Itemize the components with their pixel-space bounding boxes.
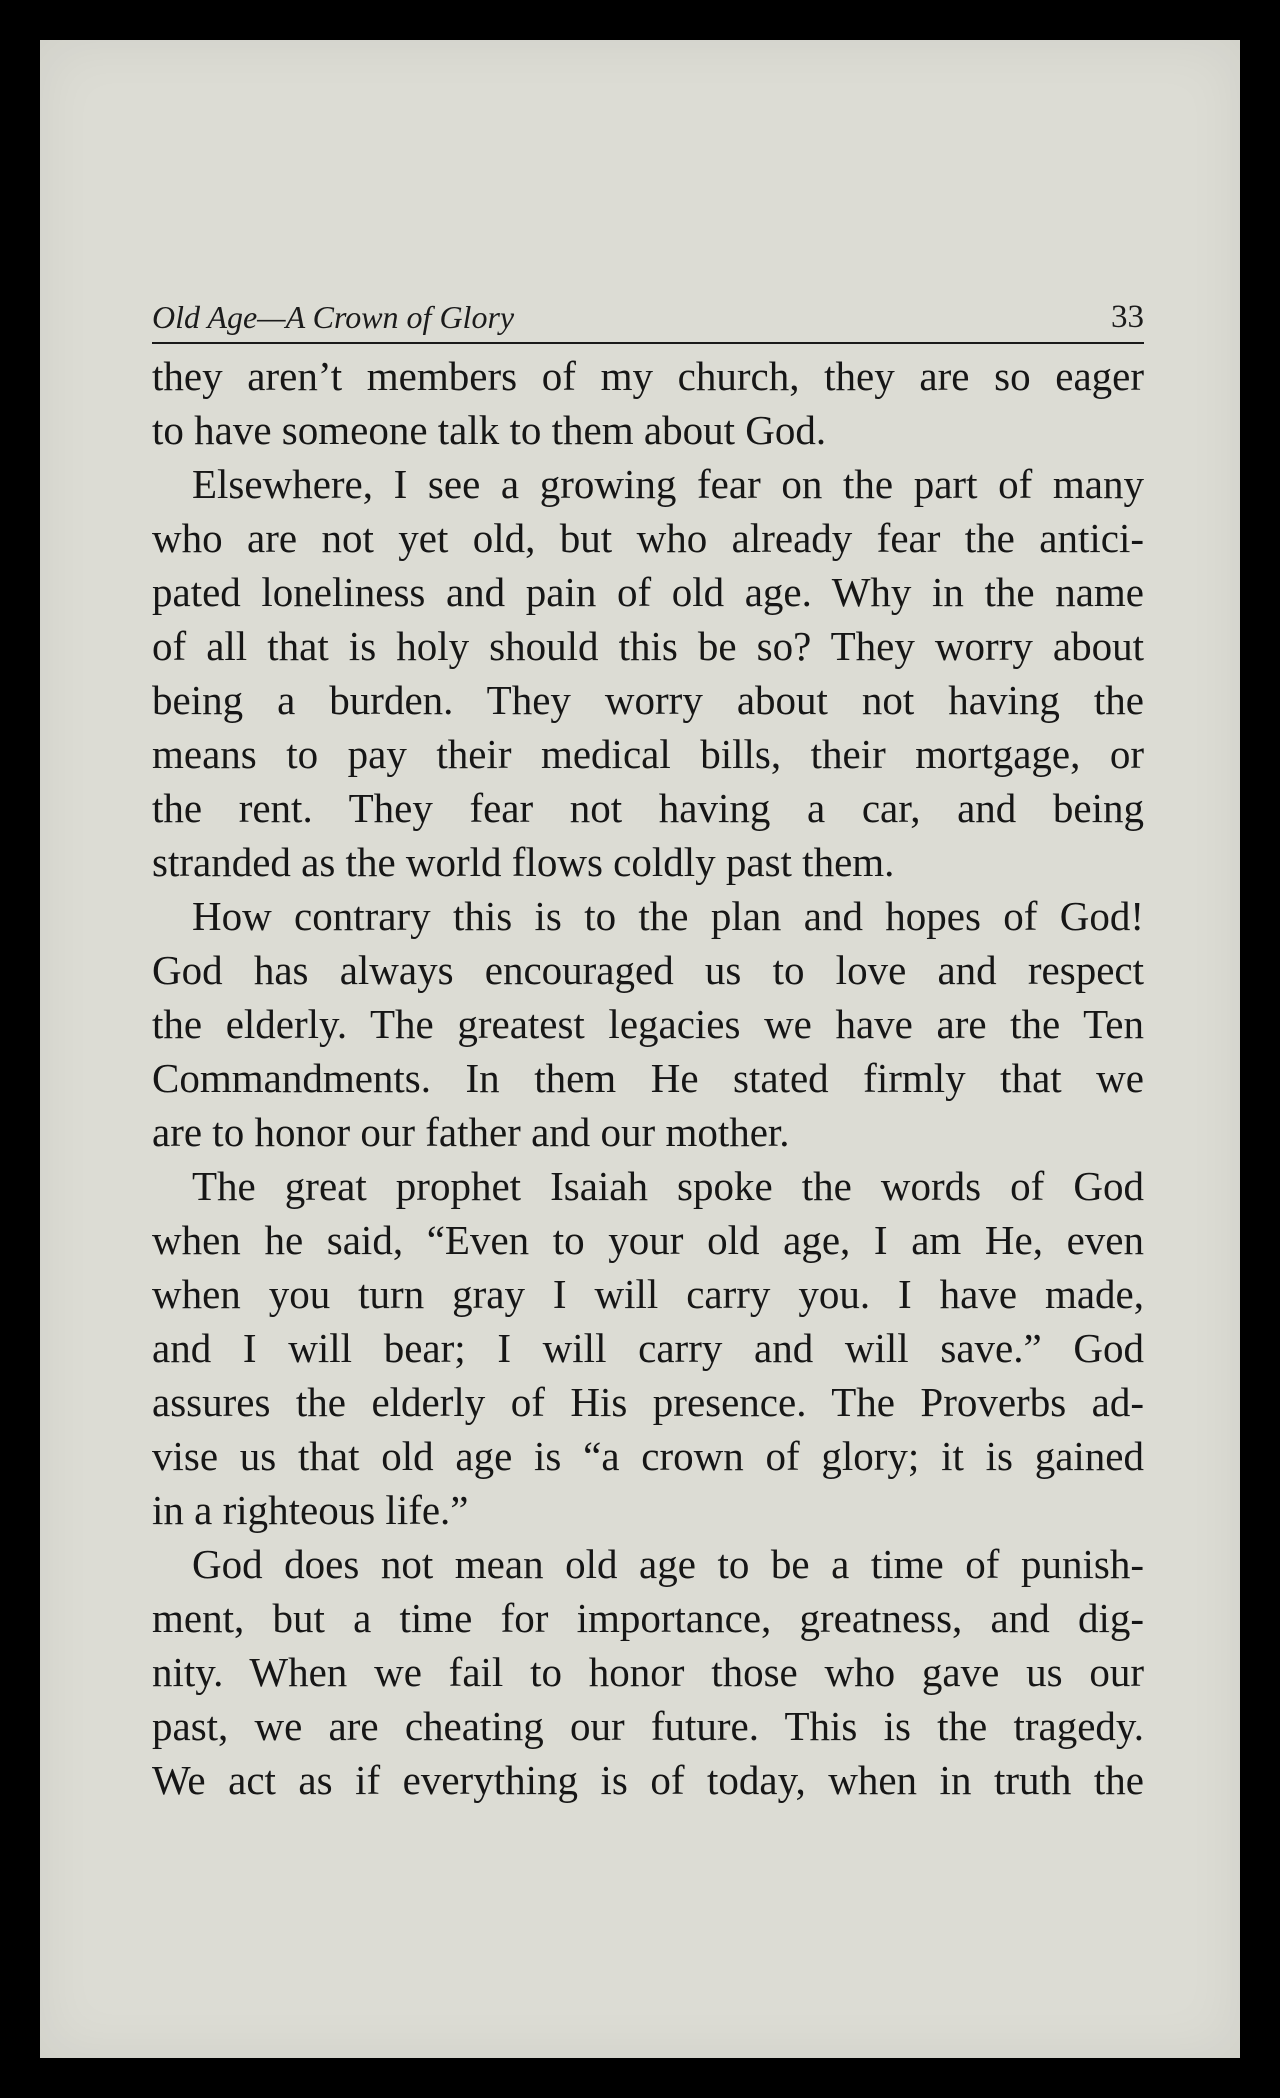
text-line: assures the elderly of His presence. The Proverbs ad-	[152, 1379, 1144, 1425]
text-line: How contrary this is to the plan and hopes of God!	[192, 893, 1144, 939]
text-line: vise us that old age is “a crown of glory; it is gained	[152, 1433, 1144, 1479]
running-title: Old Age—A Crown of Glory	[152, 299, 515, 335]
body-text	[152, 349, 1144, 1807]
text-line: being a burden. They worry about not having the	[152, 677, 1144, 723]
book-page	[40, 40, 1240, 2058]
text-line: of all that is holy should this be so? They worry about	[152, 623, 1144, 669]
text-line: the elderly. The greatest legacies we have are the Ten	[152, 1001, 1144, 1047]
text-line: are to honor our father and our mother.	[152, 1109, 790, 1155]
page-number: 33	[1111, 299, 1144, 335]
text-line: to have someone talk to them about God.	[152, 407, 827, 453]
text-line: who are not yet old, but who already fear the antici-	[152, 515, 1144, 561]
text-line: means to pay their medical bills, their mortgage, or	[152, 731, 1144, 777]
text-line: and I will bear; I will carry and will save.” God	[152, 1325, 1144, 1371]
text-line: when he said, “Even to your old age, I am He, even	[152, 1217, 1144, 1263]
text-line: stranded as the world flows coldly past them.	[152, 839, 895, 885]
text-line: We act as if everything is of today, when in truth the	[152, 1757, 1144, 1803]
text-line: Commandments. In them He stated firmly that we	[152, 1055, 1144, 1101]
text-line: The great prophet Isaiah spoke the words of God	[192, 1163, 1144, 1209]
text-line: when you turn gray I will carry you. I have made,	[152, 1271, 1144, 1317]
text-line: the rent. They fear not having a car, and being	[152, 785, 1144, 831]
text-line: they aren’t members of my church, they are so eager	[152, 353, 1144, 399]
text-line: God has always encouraged us to love and respect	[152, 947, 1144, 993]
text-line: God does not mean old age to be a time of punish-	[192, 1541, 1144, 1587]
running-header	[152, 260, 1144, 344]
text-line: in a righteous life.”	[152, 1487, 469, 1533]
text-line: nity. When we fail to honor those who gave us our	[152, 1649, 1144, 1695]
text-line: ment, but a time for importance, greatness, and dig-	[152, 1595, 1144, 1641]
text-line: Elsewhere, I see a growing fear on the part of many	[192, 461, 1144, 507]
text-line: past, we are cheating our future. This is the tragedy.	[152, 1703, 1144, 1749]
text-line: pated loneliness and pain of old age. Why in the name	[152, 569, 1144, 615]
